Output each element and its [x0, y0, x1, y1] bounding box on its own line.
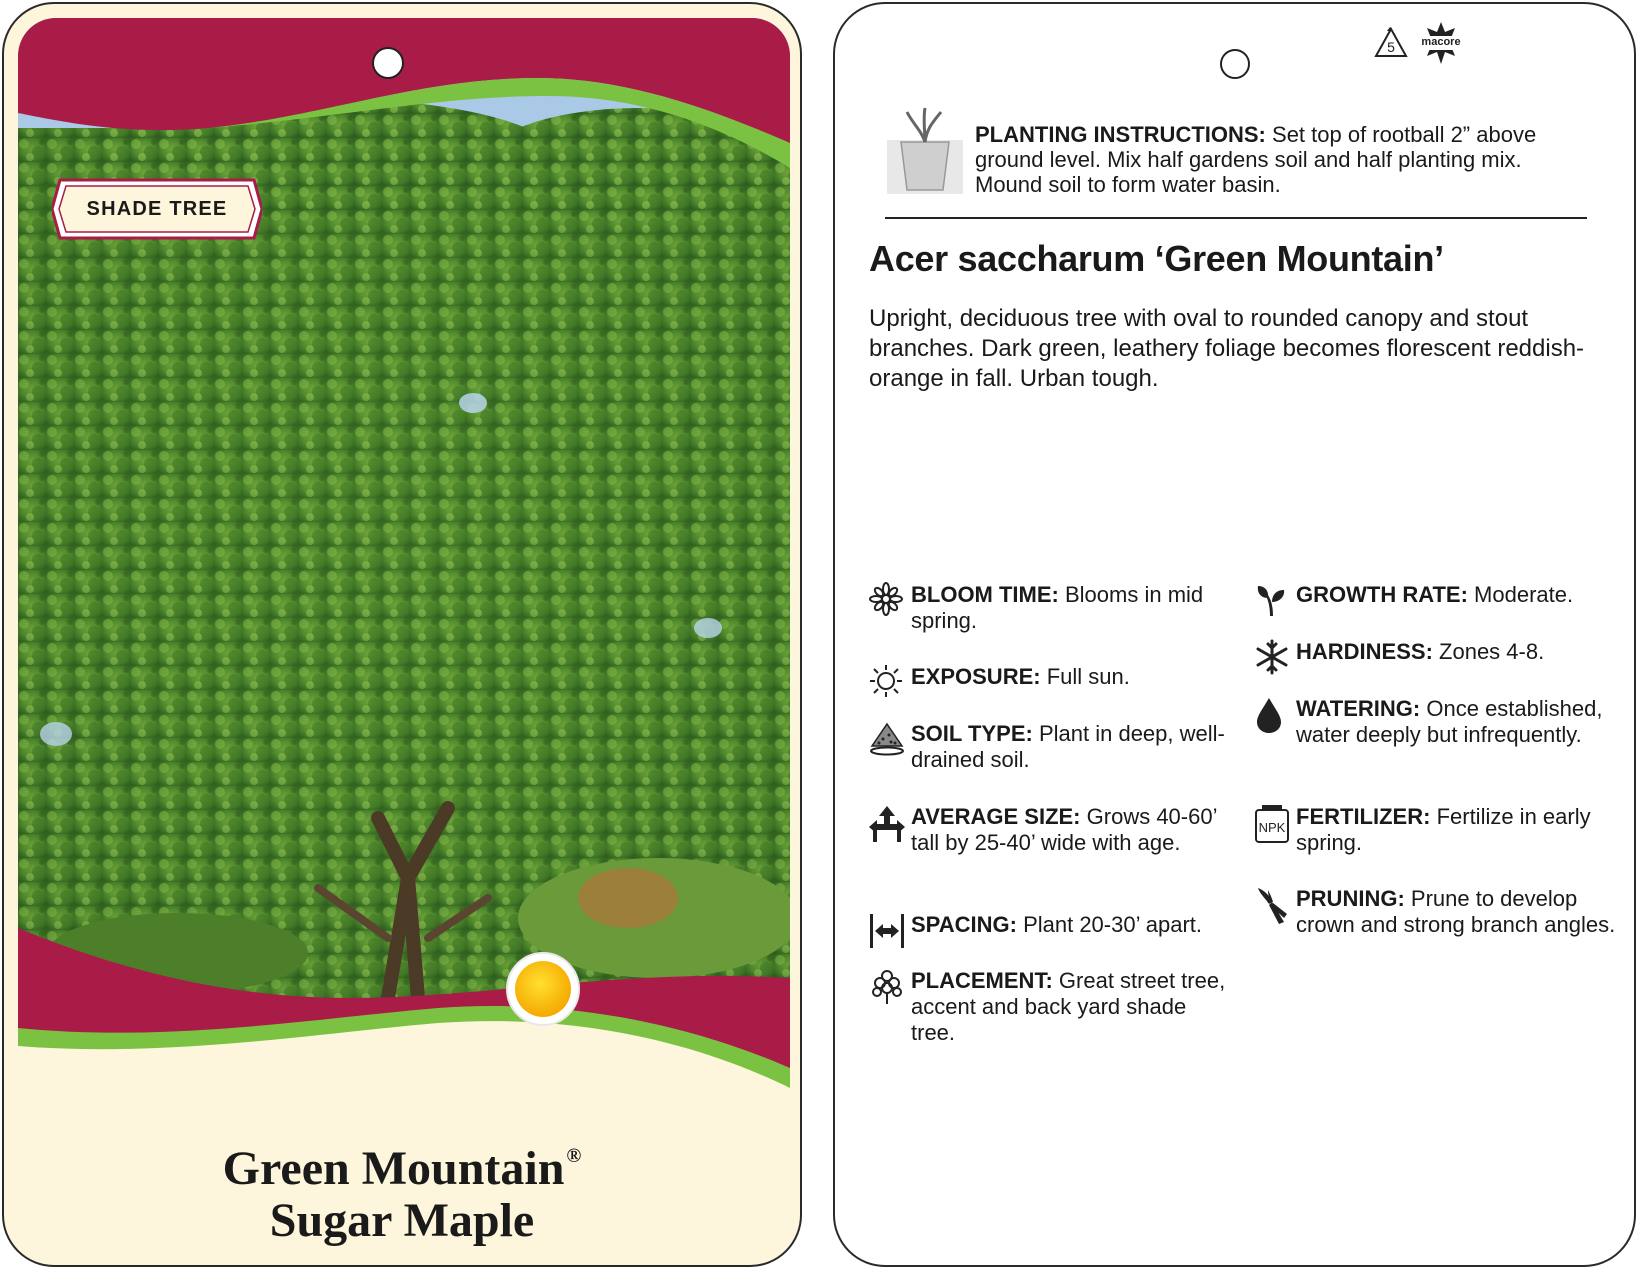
attr-average-size — [911, 804, 1231, 856]
planting-instructions — [975, 122, 1585, 197]
recycle-code: 5 — [1387, 39, 1395, 55]
attr-fertilizer — [1258, 804, 1616, 856]
plant-description: Upright, deciduous tree with oval to rounded canopy and stout branches. Dark green, leathery foliage becomes florescent reddish-orange in fall. Urban tough. — [869, 305, 1585, 392]
spacing-label: SPACING: — [911, 912, 1017, 937]
placement-value: Great street tree, accent and back yard shade tree. — [911, 968, 1226, 1045]
full-sun-icon — [515, 961, 571, 1017]
spacing-value: Plant 20-30’ apart. — [1023, 912, 1203, 937]
snowflake-icon — [1254, 639, 1290, 675]
sun-icon — [869, 664, 903, 698]
common-name — [4, 1130, 800, 1247]
tree-photo — [18, 18, 790, 1123]
soil-icon — [869, 721, 905, 757]
sprout-icon — [1254, 582, 1290, 618]
placement-icon — [869, 968, 905, 1006]
planting-label: PLANTING INSTRUCTIONS: — [975, 122, 1266, 147]
common-name-line1: Green Mountain — [222, 1142, 565, 1195]
fertilizer-label: FERTILIZER: — [1296, 804, 1431, 829]
hardiness-value: Zones 4-8. — [1439, 639, 1545, 664]
attr-placement — [911, 968, 1231, 1046]
hanging-hole — [1220, 49, 1250, 79]
spacing-arrows-icon — [869, 912, 905, 948]
growth-rate-label: GROWTH RATE: — [1296, 582, 1468, 607]
watering-value: Once established, water deeply but infrequently. — [1296, 696, 1603, 747]
recycle-icon — [1373, 26, 1409, 60]
flower-icon — [869, 582, 903, 616]
watering-label: WATERING: — [1296, 696, 1421, 721]
exposure-value: Full sun. — [1046, 664, 1130, 689]
pruners-icon — [1254, 886, 1290, 926]
soil-type-label: SOIL TYPE: — [911, 721, 1033, 746]
attr-hardiness — [1296, 639, 1616, 665]
planting-text: Set top of rootball 2” above ground level. Mix half gardens soil and half planting mix. Mound soil to form water basin. — [975, 122, 1537, 197]
pruning-label: PRUNING: — [1296, 886, 1405, 911]
pruning-value: Prune to develop crown and strong branch angles. — [1296, 886, 1616, 937]
back-tag — [833, 2, 1636, 1267]
attr-soil-type — [911, 721, 1231, 773]
growth-rate-value: Moderate. — [1474, 582, 1574, 607]
trademark: ® — [566, 1145, 582, 1167]
soil-type-value: Plant in deep, well-drained soil. — [911, 721, 1225, 772]
hardiness-label: HARDINESS: — [1296, 639, 1433, 664]
water-drop-icon — [1254, 696, 1284, 734]
attr-watering — [1296, 696, 1616, 748]
brand-mark: macore — [1421, 36, 1461, 48]
category-label: SHADE TREE — [86, 198, 228, 220]
attr-exposure — [911, 664, 1231, 690]
exposure-label: EXPOSURE: — [911, 664, 1041, 689]
bloom-time-value: Blooms in mid spring. — [911, 582, 1204, 633]
pot-icon — [885, 104, 965, 196]
size-arrows-icon — [869, 804, 905, 844]
attr-pruning — [1296, 886, 1616, 938]
fertilizer-value: Fertilize in early spring. — [1296, 804, 1591, 855]
macore-logo — [1413, 20, 1469, 66]
average-size-label: AVERAGE SIZE: — [911, 804, 1081, 829]
front-tag — [2, 2, 802, 1267]
attr-spacing — [911, 912, 1231, 938]
common-name-line2: Sugar Maple — [269, 1194, 535, 1247]
category-badge — [52, 176, 262, 242]
npk-icon — [1254, 804, 1290, 844]
npk-label: NPK — [1258, 820, 1286, 835]
attr-bloom-time — [911, 582, 1231, 634]
placement-label: PLACEMENT: — [911, 968, 1053, 993]
average-size-value: Grows 40-60’ tall by 25-40’ wide with age. — [911, 804, 1217, 855]
latin-name: Acer saccharum ‘Green Mountain’ — [869, 238, 1444, 279]
divider — [885, 217, 1587, 219]
attr-growth-rate — [1296, 582, 1616, 608]
bloom-time-label: BLOOM TIME: — [911, 582, 1059, 607]
